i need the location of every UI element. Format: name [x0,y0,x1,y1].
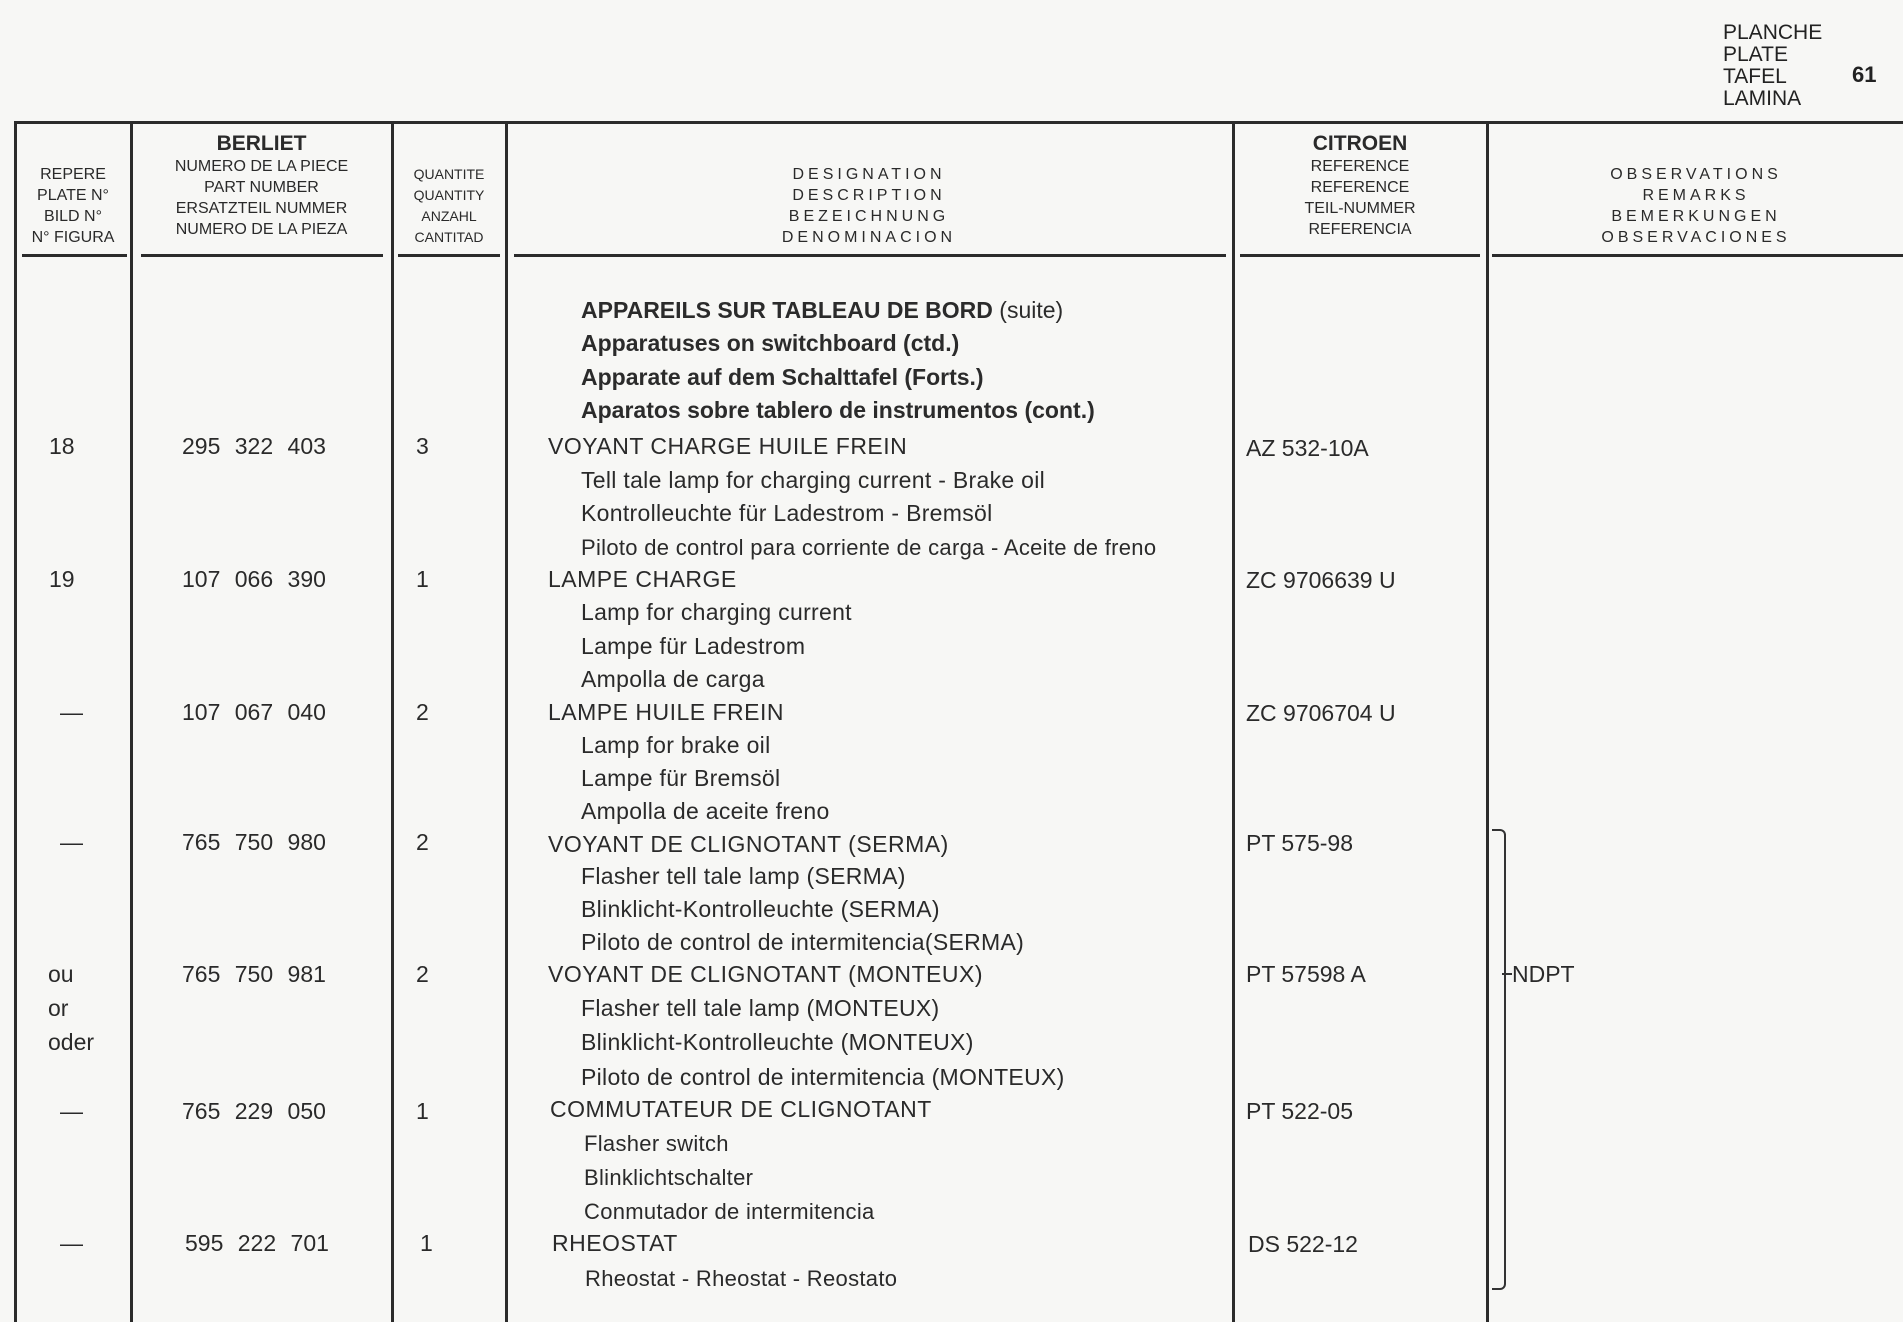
row-repere-alt: or [48,995,69,1021]
header-underline [1240,254,1480,257]
header-line: REFERENCE [1310,158,1410,175]
row-quantity: 2 [416,699,429,725]
row-designation: VOYANT DE CLIGNOTANT (SERMA) [548,831,949,857]
plate-number: 61 [1852,62,1877,87]
row-repere: — [60,829,83,855]
row-part-number: 107 067 040 [182,699,326,725]
header-observations [1489,164,1903,248]
header-line: DESIGNATION [792,166,946,183]
row-designation-sub: Flasher switch [584,1131,729,1156]
row-designation-sub: Tell tale lamp for charging current - Brake oil [581,467,1046,493]
row-designation-sub: Ampolla de carga [581,666,765,692]
column-divider [1232,123,1235,1322]
section-title-suffix: (suite) [999,297,1064,323]
row-reference: ZC 9706639 U [1246,567,1396,593]
row-designation-sub: Blinklichtschalter [584,1165,754,1190]
row-part-number: 295 322 403 [182,433,326,459]
column-divider [505,123,508,1322]
row-part-number: 595 222 701 [185,1230,329,1256]
header-line: NUMERO DE LA PIEZA [175,221,348,238]
plate-labels [1723,22,1822,110]
row-designation-sub: Lampe für Ladestrom [581,633,806,659]
row-repere: 18 [49,433,75,459]
row-quantity: 2 [416,829,429,855]
row-quantity: 3 [416,433,429,459]
plate-label-es: LAMINA [1723,87,1802,110]
header-line: TEIL-NUMMER [1304,200,1416,217]
row-designation-sub: Piloto de control de intermitencia (MONTEUX) [581,1064,1065,1090]
header-berliet [133,132,390,240]
header-line: OBSERVACIONES [1601,229,1791,246]
header-line: CANTITAD [414,229,484,245]
header-designation [508,164,1230,248]
header-underline [1492,254,1903,257]
header-citroen [1235,132,1485,240]
row-repere: — [60,1098,83,1124]
observation-bracket-tip [1502,973,1512,975]
row-part-number: 765 750 981 [182,961,326,987]
row-reference: AZ 532-10A [1246,435,1369,461]
row-part-number: 765 229 050 [182,1098,326,1124]
row-quantity: 1 [416,1098,429,1124]
row-part-number: 107 066 390 [182,566,326,592]
row-designation-sub: Piloto de control para corriente de carga - Aceite de freno [581,535,1157,560]
row-repere-alt: oder [48,1029,95,1055]
header-title: CITROEN [1312,132,1408,155]
row-designation-sub: Blinklicht-Kontrolleuchte (SERMA) [581,896,940,922]
row-reference: ZC 9706704 U [1246,700,1396,726]
header-underline [398,254,500,257]
row-designation: LAMPE HUILE FREIN [548,699,784,725]
header-line: DESCRIPTION [792,187,946,204]
header-underline [141,254,383,257]
row-quantity: 1 [416,566,429,592]
header-line: PART NUMBER [204,179,319,196]
row-designation-sub: Flasher tell tale lamp (SERMA) [581,863,906,889]
section-line: Apparatuses on switchboard (ctd.) [581,330,960,356]
row-repere: — [60,1230,83,1256]
row-designation: VOYANT CHARGE HUILE FREIN [548,433,908,459]
row-designation: LAMPE CHARGE [548,566,737,592]
header-line: QUANTITE [413,166,485,182]
header-line: REMARKS [1642,187,1750,204]
row-part-number: 765 750 980 [182,829,326,855]
column-divider [14,123,17,1322]
plate-label-en: PLATE [1723,43,1788,66]
section-line: Aparatos sobre tablero de instrumentos (cont.) [581,397,1095,423]
row-designation-sub: Ampolla de aceite freno [581,798,830,824]
row-repere: — [60,699,83,725]
header-line: NUMERO DE LA PIECE [174,158,349,175]
row-designation: VOYANT DE CLIGNOTANT (MONTEUX) [548,961,983,987]
observation-bracket [1492,829,1506,1290]
row-quantity: 2 [416,961,429,987]
plate-label-de: TAFEL [1723,65,1787,88]
row-reference: DS 522-12 [1248,1231,1358,1257]
plate-label-fr: PLANCHE [1723,21,1823,44]
header-line: BILD N° [44,208,102,225]
row-designation-sub: Kontrolleuchte für Ladestrom - Bremsöl [581,500,993,526]
header-line: REPERE [40,166,106,183]
column-divider [130,123,133,1322]
header-title: BERLIET [216,132,307,155]
row-designation-sub: Flasher tell tale lamp (MONTEUX) [581,995,940,1021]
header-line: OBSERVATIONS [1610,166,1782,183]
header-line: DENOMINACION [781,229,957,246]
row-designation-sub: Rheostat - Rheostat - Reostato [585,1266,898,1291]
section-line: Apparate auf dem Schalttafel (Forts.) [581,364,984,390]
header-line: QUANTITY [413,187,485,203]
row-repere: 19 [49,566,75,592]
header-line: REFERENCE [1310,179,1410,196]
column-divider [391,123,394,1322]
observation-ndpt: NDPT [1512,961,1575,987]
header-line: BEZEICHNUNG [788,208,950,225]
header-line: ERSATZTEIL NUMMER [175,200,348,217]
row-repere: ou [48,961,74,987]
column-divider [1486,123,1489,1322]
row-designation: RHEOSTAT [552,1230,678,1256]
header-line: PLATE N° [37,187,109,204]
header-line: REFERENCIA [1308,221,1412,238]
row-designation: COMMUTATEUR DE CLIGNOTANT [550,1096,932,1122]
row-designation-sub: Conmutador de intermitencia [584,1199,875,1224]
row-designation-sub: Piloto de control de intermitencia(SERMA) [581,929,1025,955]
header-repere [17,164,129,248]
section-title [581,294,1063,327]
header-underline [514,254,1226,257]
row-designation-sub: Lampe für Bremsöl [581,765,781,791]
header-quantite [394,164,504,248]
header-underline [22,254,127,257]
row-designation-sub: Blinklicht-Kontrolleuchte (MONTEUX) [581,1029,974,1055]
row-reference: PT 575-98 [1246,830,1353,856]
row-reference: PT 57598 A [1246,961,1366,987]
table-top-rule [14,121,1903,124]
header-line: BEMERKUNGEN [1611,208,1781,225]
header-line: N° FIGURA [31,229,115,246]
section-title-fr: APPAREILS SUR TABLEAU DE BORD [581,297,993,323]
header-line: ANZAHL [421,208,477,224]
row-quantity: 1 [420,1230,433,1256]
row-designation-sub: Lamp for brake oil [581,732,771,758]
row-reference: PT 522-05 [1246,1098,1353,1124]
row-designation-sub: Lamp for charging current [581,599,852,625]
